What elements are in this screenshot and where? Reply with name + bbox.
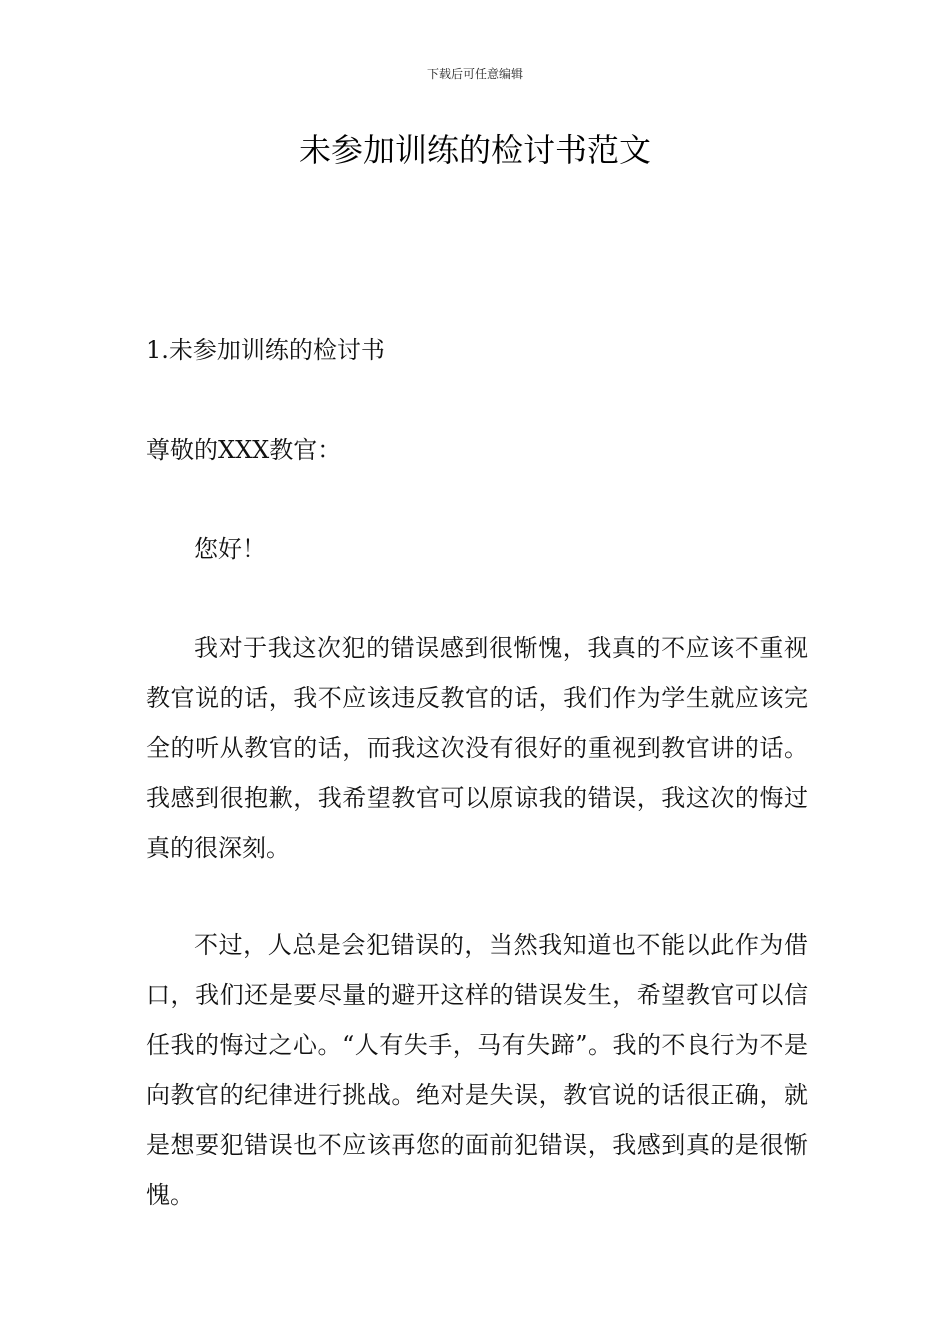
document-title: 未参加训练的检讨书范文 xyxy=(298,131,651,169)
body-paragraph-2: 不过，人总是会犯错误的，当然我知道也不能以此作为借口，我们还是要尽量的避开这样的错误发生，希望教官可以信任我的悔过之心。“人有失手，马有失蹄”。我的不良行为不是向教官的纪律进行挑战。绝对是失误，教官说的话很正确，就是想要犯错误也不应该再您的面前犯错误，我感到真的是很惭愧。 xyxy=(146,931,808,1209)
greeting: 您好！ xyxy=(194,535,266,563)
header-note: 下载后可任意编辑 xyxy=(426,67,523,81)
section-heading: 1.未参加训练的检讨书 xyxy=(146,336,385,364)
salutation: 尊敬的XXX教官： xyxy=(146,436,342,464)
body-paragraph-1: 我对于我这次犯的错误感到很惭愧，我真的不应该不重视教官说的话，我不应该违反教官的话，我们作为学生就应该完全的听从教官的话，而我这次没有很好的重视到教官讲的话。我感到很抱歉，我希望教官可以原谅我的错误，我这次的悔过真的很深刻。 xyxy=(146,634,808,862)
